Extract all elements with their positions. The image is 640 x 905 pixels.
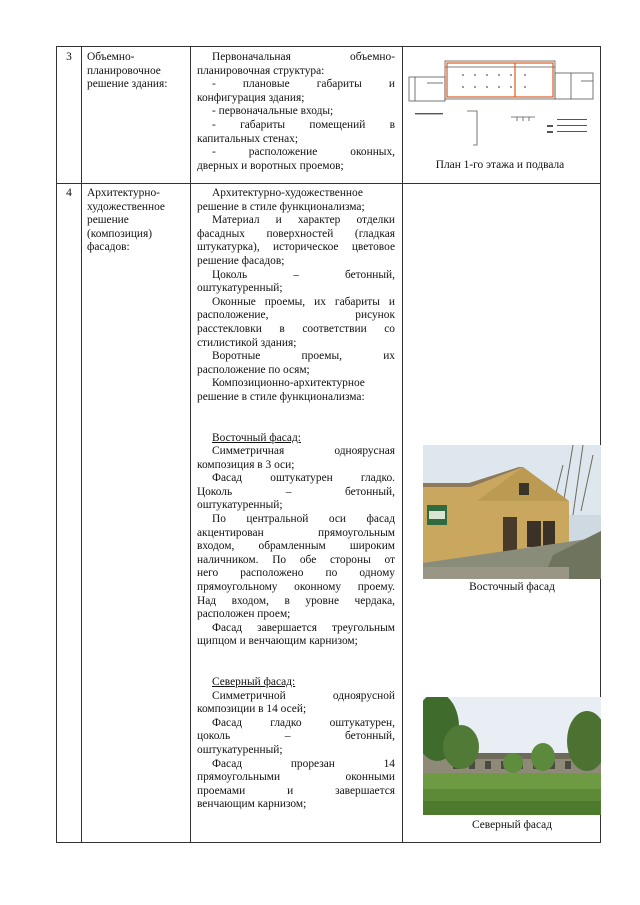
table-column-divider bbox=[190, 47, 191, 842]
text-line: Архитектурно-художественное bbox=[212, 187, 363, 199]
text-line: композиция в 3 оси; bbox=[197, 458, 295, 471]
text-line: - первоначальные входы; bbox=[212, 105, 334, 118]
text-line: оштукатуренный; bbox=[197, 282, 283, 295]
text-line: акцентирован прямоугольным bbox=[197, 526, 395, 539]
table-column-divider bbox=[81, 47, 82, 842]
text-line: композиции в 14 осей; bbox=[197, 703, 307, 716]
heritage-table bbox=[56, 46, 601, 843]
floor-plan-drawing bbox=[407, 55, 597, 155]
text-line: Воротные проемы, их bbox=[212, 350, 395, 363]
plan-caption: План 1-го этажа и подвала bbox=[435, 159, 565, 171]
text-line: Фасад прорезан 14 bbox=[212, 757, 395, 770]
text-line: Симметричная одноярусная bbox=[212, 445, 395, 458]
text-line: Северный фасад: bbox=[212, 676, 296, 688]
text-line: входом, обрамленным широким bbox=[197, 540, 395, 553]
text-line: расположение, рисунок bbox=[197, 309, 395, 322]
text-line: оштукатуренный; bbox=[197, 743, 283, 756]
text-line: Симметричной одноярусной bbox=[212, 689, 395, 702]
east-facade-caption: Восточный фасад bbox=[469, 581, 555, 593]
table-column-divider bbox=[402, 47, 403, 842]
row-description bbox=[197, 51, 395, 173]
text-line: Фасад оштукатурен гладко. bbox=[212, 472, 395, 485]
text-line: наличником. По обе стороны от bbox=[197, 553, 395, 566]
text-line: Композиционно-архитектурное bbox=[212, 377, 365, 390]
text-line: Восточный фасад: bbox=[212, 431, 301, 444]
text-line: Цоколь – бетонный, bbox=[197, 485, 395, 498]
row-number: 3 bbox=[66, 51, 72, 63]
text-line: штукатурка), историческое цветовое bbox=[197, 241, 395, 254]
text-line: расстекловки в соответствии со bbox=[197, 322, 395, 335]
text-line: расположен проем; bbox=[197, 608, 291, 621]
north-facade-caption: Северный фасад bbox=[471, 819, 553, 831]
text-line: Оконные проемы, их габариты и bbox=[212, 295, 395, 308]
text-line: Материал и характер отделки bbox=[212, 214, 395, 227]
text-line: него расположено по одному bbox=[197, 567, 395, 580]
text-line: - габариты помещений в bbox=[212, 118, 395, 131]
text-line: - расположение оконных, bbox=[212, 146, 395, 159]
text-line: капитальных стенах; bbox=[197, 132, 299, 145]
text-line: Фасад гладко оштукатурен, bbox=[212, 716, 395, 729]
text-line: венчающим карнизом; bbox=[197, 798, 307, 811]
row-title: Объемно-планировочное решение здания: bbox=[87, 51, 168, 91]
east-facade-photo bbox=[423, 445, 601, 579]
text-line: Первоначальная объемно- bbox=[212, 51, 395, 63]
text-line: конфигурация здания; bbox=[197, 91, 305, 104]
text-line: решение фасадов; bbox=[197, 254, 285, 267]
text-line: По центральной оси фасад bbox=[212, 513, 395, 526]
text-line: щипцом и венчающим карнизом; bbox=[197, 635, 358, 648]
row-title: Архитектурно-художественное решение (композиция) фасадов: bbox=[87, 187, 165, 254]
spacer bbox=[197, 649, 395, 676]
row-description bbox=[197, 187, 395, 812]
text-line: прямоугольными оконными bbox=[197, 771, 395, 784]
text-line: прямоугольному оконному проему. bbox=[197, 581, 395, 594]
text-line: Фасад завершается треугольным bbox=[212, 621, 395, 634]
text-line: фасадных поверхностей (гладкая bbox=[197, 227, 395, 240]
text-line: Над входом, в уровне чердака, bbox=[197, 594, 395, 607]
table-row-divider bbox=[57, 183, 600, 184]
text-line: цоколь – бетонный, bbox=[197, 730, 395, 743]
text-line: оштукатуренный; bbox=[197, 499, 283, 512]
text-line: планировочная структура: bbox=[197, 64, 325, 77]
text-line: проемами и завершается bbox=[197, 784, 395, 797]
text-line: Цоколь – бетонный, bbox=[212, 268, 395, 281]
text-line: решение в стиле функционализма: bbox=[197, 390, 365, 403]
text-line: - плановые габариты и bbox=[212, 78, 395, 91]
north-facade-photo bbox=[423, 697, 601, 815]
spacer bbox=[197, 405, 395, 432]
row-number: 4 bbox=[66, 187, 72, 199]
text-line: решение в стиле функционализма; bbox=[197, 200, 365, 213]
text-line: стилистикой здания; bbox=[197, 336, 297, 349]
text-line: расположение по осям; bbox=[197, 363, 310, 376]
text-line: дверных и воротных проемов; bbox=[197, 159, 344, 172]
